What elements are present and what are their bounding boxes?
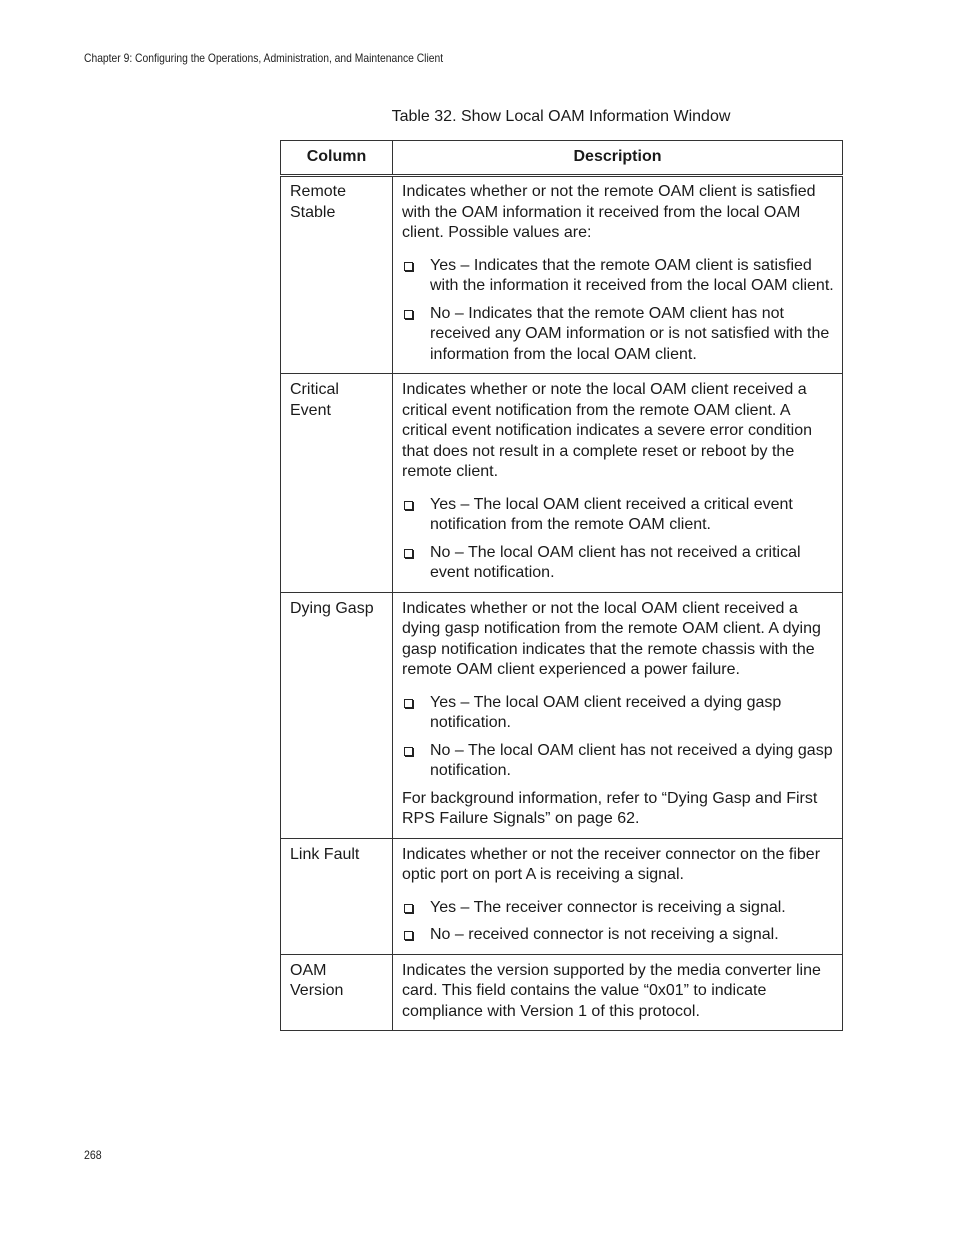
list-item-text: No – The local OAM client has not received a critical event notification. — [430, 543, 801, 581]
description-text: Indicates the version supported by the media converter line card. This field contains the value “0x01” to indicate compliance with Version 1 of this protocol. — [402, 961, 821, 1020]
checkbox-bullet-icon — [404, 699, 413, 708]
value-list — [402, 693, 834, 782]
checkbox-bullet-icon — [404, 747, 413, 756]
row-label — [281, 838, 393, 954]
table-row-critical-event — [281, 374, 843, 593]
checkbox-bullet-icon — [404, 549, 413, 558]
list-item-text: Yes – The local OAM client received a dying gasp notification. — [430, 693, 782, 731]
row-description — [393, 592, 843, 838]
description-text: Indicates whether or not the receiver connector on the fiber optic port on port A is receiving a signal. — [402, 845, 821, 883]
description-text: Indicates whether or not the local OAM client received a dying gasp notification from the remote OAM client. A dying gasp notification indicates that the remote chassis with the remote OAM client experienced a power failure. — [402, 599, 821, 678]
table-caption: Table 32. Show Local OAM Information Window — [391, 108, 731, 125]
value-list — [402, 495, 834, 584]
description-text: Indicates whether or not the remote OAM client is satisfied with the OAM information it received from the local OAM client. Possible values are: — [402, 183, 816, 241]
running-header: Chapter 9: Configuring the Operations, Administration, and Maintenance Client — [84, 51, 444, 65]
row-label — [281, 592, 393, 838]
checkbox-bullet-icon — [404, 904, 413, 913]
list-item — [402, 925, 834, 946]
list-item-text: No – The local OAM client has not received a dying gasp notification. — [430, 741, 833, 779]
list-item-text: No – Indicates that the remote OAM client has not received any OAM information or is not satisfied with the information from the local OAM client. — [430, 304, 830, 363]
value-list — [402, 898, 834, 946]
checkbox-bullet-icon — [404, 310, 413, 319]
list-item — [402, 693, 834, 734]
row-label-text: Critical Event — [290, 381, 339, 419]
description-text: Indicates whether or note the local OAM client received a critical event notification from the remote OAM client. A critical event notification indicates a severe error condition that does not result in a complete reset or reboot by the remote client. — [402, 381, 812, 480]
row-label-text: Remote Stable — [290, 183, 347, 221]
row-label-text: OAM Version — [290, 961, 344, 999]
row-description — [393, 176, 843, 374]
column-header-column: Column — [281, 141, 393, 176]
column-header-description: Description — [393, 141, 843, 176]
value-list — [402, 256, 834, 366]
row-description — [393, 838, 843, 954]
checkbox-bullet-icon — [404, 501, 413, 510]
page-number: 268 — [84, 1148, 102, 1162]
row-label — [281, 176, 393, 374]
list-item-text: Yes – The local OAM client received a critical event notification from the remote OAM client. — [430, 495, 793, 533]
table-row-remote-stable — [281, 176, 843, 374]
checkbox-bullet-icon — [404, 931, 413, 940]
list-item-text: Yes – The receiver connector is receiving a signal. — [430, 898, 786, 916]
table-row-link-fault — [281, 838, 843, 954]
cross-reference-text: For background information, refer to “Dying Gasp and First RPS Failure Signals” on page 62. — [402, 789, 818, 827]
list-item — [402, 256, 834, 297]
checkbox-bullet-icon — [404, 262, 413, 271]
row-description — [393, 374, 843, 593]
row-label — [281, 374, 393, 593]
row-label-text: Dying Gasp — [290, 599, 374, 617]
list-item — [402, 741, 834, 782]
table-header-row — [281, 141, 843, 176]
list-item — [402, 543, 834, 584]
list-item — [402, 495, 834, 536]
oam-info-table — [280, 140, 843, 1031]
list-item — [402, 304, 834, 366]
list-item-text: No – received connector is not receiving a signal. — [430, 926, 779, 943]
list-item — [402, 898, 834, 919]
row-description — [393, 954, 843, 1031]
table-row-dying-gasp — [281, 592, 843, 838]
table-row-oam-version — [281, 954, 843, 1031]
list-item-text: Yes – Indicates that the remote OAM client is satisfied with the information it received from the local OAM client. — [430, 256, 834, 294]
row-label — [281, 954, 393, 1031]
row-label-text: Link Fault — [290, 845, 360, 863]
